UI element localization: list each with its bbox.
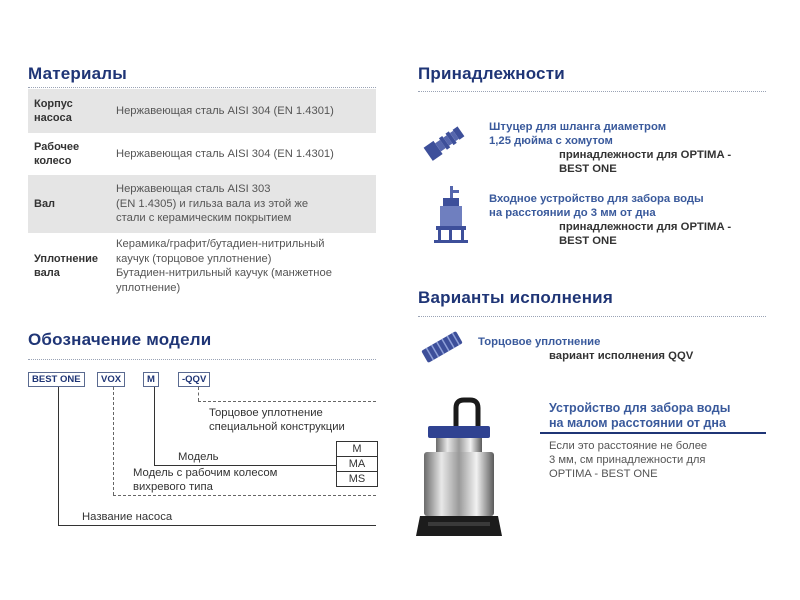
materials-row-housing <box>28 89 376 133</box>
qqv-connector-v <box>198 387 199 401</box>
model-description: Модель <box>178 451 219 463</box>
variant-intake-title: Устройство для забора воды на малом расстоянии от дна <box>549 401 731 430</box>
vox-description: Модель с рабочим колесом вихревого типа <box>133 467 278 493</box>
variant-intake-body: Если это расстояние не более 3 мм, см принадлежности для OPTIMA - BEST ONE <box>549 440 708 480</box>
model-option: M <box>337 442 377 457</box>
code-vox: VOX <box>97 372 125 387</box>
materials-divider <box>28 87 376 88</box>
variants-divider <box>418 316 766 317</box>
model-option: MS <box>348 473 366 485</box>
materials-table <box>28 89 376 299</box>
model-connector-v <box>154 387 155 465</box>
accessory-inlet-title: Входное устройство для забора воды на расстоянии до 3 мм от дна <box>489 193 704 219</box>
variant-intake-divider <box>540 432 766 434</box>
name-connector-h <box>58 525 376 526</box>
material-value: Нержавеющая сталь AISI 304 (EN 1.4301) <box>116 147 334 160</box>
model-divider <box>28 359 376 360</box>
mechanical-seal-icon <box>418 330 466 364</box>
model-option: MA <box>337 457 377 472</box>
hose-fitting-icon <box>418 118 470 166</box>
materials-row-seal <box>28 233 376 299</box>
pump-image <box>398 396 518 546</box>
accessory-hose-title: Штуцер для шланга диаметром 1,25 дюйма с хомутом <box>489 121 667 147</box>
vox-connector-v <box>113 387 114 495</box>
name-connector-v <box>58 387 59 525</box>
materials-title: Материалы <box>28 64 128 83</box>
code-qqv: -QQV <box>178 372 210 387</box>
qqv-connector-h <box>198 401 376 402</box>
accessory-hose-note: принадлежности для OPTIMA - BEST ONE <box>559 149 732 175</box>
material-label: Рабочее колесо <box>34 141 80 167</box>
variants-title: Варианты исполнения <box>418 288 613 307</box>
model-title: Обозначение модели <box>28 330 212 349</box>
model-options-table <box>336 441 378 487</box>
material-label: Корпус насоса <box>34 98 73 124</box>
material-label: Вал <box>34 198 56 210</box>
qqv-description: Торцовое уплотнение специальной конструкции <box>209 407 345 433</box>
name-description: Название насоса <box>82 511 173 523</box>
code-m: M <box>143 372 159 387</box>
materials-row-shaft <box>28 175 376 233</box>
vox-connector-h <box>113 495 376 496</box>
code-best-one: BEST ONE <box>28 372 85 387</box>
material-value: Нержавеющая сталь AISI 303 (EN 1.4305) и гильза вала из этой же стали с керамическим покрытием <box>116 183 309 225</box>
variant-seal-note: вариант исполнения QQV <box>549 350 694 362</box>
materials-row-impeller <box>28 133 376 175</box>
accessories-title: Принадлежности <box>418 64 565 83</box>
material-value: Нержавеющая сталь AISI 304 (EN 1.4301) <box>116 104 334 117</box>
pump-inlet-icon <box>430 184 470 244</box>
accessories-divider <box>418 91 766 92</box>
material-value: Керамика/графит/бутадиен-нитрильный каучук (торцовое уплотнение) Бутадиен-нитрильный каучук (манжетное уплотнение) <box>116 238 332 294</box>
material-label: Уплотнение вала <box>34 253 99 279</box>
accessory-inlet-note: принадлежности для OPTIMA - BEST ONE <box>559 221 732 247</box>
variant-seal-title: Торцовое уплотнение <box>478 336 601 348</box>
